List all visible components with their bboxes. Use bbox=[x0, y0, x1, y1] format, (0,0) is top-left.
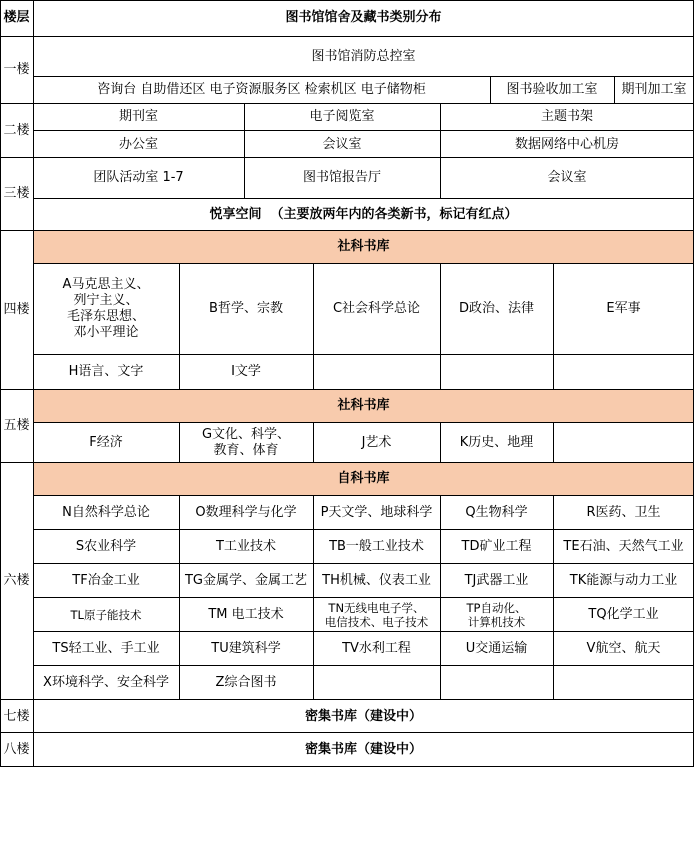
grid-line bbox=[440, 422, 441, 462]
book-category-cell: K历史、地理 bbox=[459, 434, 534, 450]
book-category-cell: V航空、航天 bbox=[586, 640, 661, 656]
book-category-cell: Z综合图书 bbox=[215, 675, 277, 690]
grid-line bbox=[0, 0, 694, 1]
grid-line bbox=[33, 631, 694, 632]
book-category-cell: G文化、科学、 教育、体育 bbox=[201, 426, 291, 458]
book-category-cell: TD矿业工程 bbox=[461, 538, 532, 554]
dense-stacks-floor7: 密集书库（建设中） bbox=[304, 708, 422, 724]
grid-line bbox=[313, 263, 314, 389]
floor-label-1: 一楼 bbox=[3, 62, 30, 77]
book-category-cell: J艺术 bbox=[361, 434, 392, 450]
book-category-cell: F经济 bbox=[89, 434, 123, 450]
grid-line bbox=[614, 76, 615, 103]
grid-line bbox=[33, 597, 694, 598]
book-category-cell: TV水利工程 bbox=[342, 640, 411, 656]
book-category-cell: X环境科学、安全科学 bbox=[43, 675, 169, 690]
book-category-cell: S农业科学 bbox=[75, 538, 137, 554]
book-category-cell: C社会科学总论 bbox=[332, 301, 421, 316]
grid-line bbox=[553, 263, 554, 389]
book-category-cell: I文学 bbox=[231, 364, 261, 379]
room-cell: 电子阅览室 bbox=[309, 109, 375, 124]
floor-label-5: 五楼 bbox=[3, 418, 30, 433]
book-category-cell: H语言、文字 bbox=[68, 364, 144, 379]
floor-label-6: 六楼 bbox=[3, 573, 30, 588]
grid-line bbox=[440, 495, 441, 699]
floor-label-7: 七楼 bbox=[3, 708, 30, 724]
dense-stacks-floor8: 密集书库（建设中） bbox=[304, 741, 422, 757]
social-science-stacks-band: 社科书库 bbox=[33, 231, 694, 263]
floor-label-8: 八楼 bbox=[3, 741, 30, 757]
grid-line bbox=[490, 76, 491, 103]
grid-line bbox=[0, 766, 694, 767]
room-cell: 期刊室 bbox=[118, 109, 158, 124]
grid-line bbox=[0, 0, 1, 766]
book-category-cell: U交通运输 bbox=[465, 640, 528, 656]
grid-line bbox=[33, 0, 34, 766]
grid-line bbox=[0, 389, 694, 390]
grid-line bbox=[179, 263, 180, 389]
book-category-cell: TN无线电电子学、 电信技术、电子技术 bbox=[324, 600, 429, 629]
book-category-cell: TH机械、仪表工业 bbox=[322, 572, 431, 588]
book-category-cell: TK能源与动力工业 bbox=[569, 572, 678, 588]
room-cell: 主题书架 bbox=[540, 109, 593, 124]
room-cell: 会议室 bbox=[322, 136, 362, 152]
book-category-cell: A马克思主义、 列宁主义、 毛泽东思想、 邓小平理论 bbox=[62, 277, 150, 340]
grid-line bbox=[0, 157, 694, 158]
book-category-cell: TU建筑科学 bbox=[211, 640, 281, 656]
book-category-cell: N自然科学总论 bbox=[62, 504, 150, 520]
book-category-cell: TM 电工技术 bbox=[208, 606, 284, 622]
book-category-cell: O数理科学与化学 bbox=[195, 504, 297, 520]
grid-line bbox=[179, 422, 180, 462]
grid-line bbox=[440, 263, 441, 389]
acceptance-room: 图书验收加工室 bbox=[506, 82, 598, 97]
grid-line bbox=[0, 699, 694, 700]
book-category-cell: TL原子能技术 bbox=[70, 607, 142, 622]
grid-line bbox=[0, 103, 694, 104]
grid-line bbox=[33, 263, 694, 264]
grid-line bbox=[313, 422, 314, 462]
grid-line bbox=[313, 495, 314, 699]
book-category-cell: TG金属学、金属工艺 bbox=[184, 572, 307, 588]
grid-line bbox=[0, 36, 694, 37]
book-category-cell: TJ武器工业 bbox=[464, 572, 529, 588]
book-category-cell: TB一般工业技术 bbox=[329, 538, 424, 554]
room-cell: 会议室 bbox=[547, 170, 587, 185]
grid-line bbox=[553, 495, 554, 699]
grid-line bbox=[33, 563, 694, 564]
room-cell: 办公室 bbox=[118, 136, 158, 152]
grid-line bbox=[33, 76, 694, 77]
book-category-cell: P天文学、地球科学 bbox=[320, 504, 433, 520]
grid-line bbox=[0, 230, 694, 231]
grid-line bbox=[0, 732, 694, 733]
natural-science-stacks-band: 自科书库 bbox=[33, 463, 694, 495]
grid-line bbox=[33, 665, 694, 666]
floor-label-2: 二楼 bbox=[3, 123, 30, 138]
book-category-cell: T工业技术 bbox=[216, 538, 276, 554]
yuexiang-space: 悦享空间 （主要放两年内的各类新书，标记有红点） bbox=[209, 206, 518, 222]
grid-line bbox=[179, 495, 180, 699]
book-category-cell: TS轻工业、手工业 bbox=[52, 640, 160, 656]
room-cell: 图书馆报告厅 bbox=[302, 170, 381, 185]
grid-line bbox=[33, 198, 694, 199]
periodical-processing-room: 期刊加工室 bbox=[621, 82, 687, 97]
floor-label-3: 三楼 bbox=[3, 186, 30, 201]
grid-line bbox=[33, 495, 694, 496]
social-science-stacks-band: 社科书库 bbox=[33, 390, 694, 422]
grid-line bbox=[33, 354, 694, 355]
book-category-cell: TE石油、天然气工业 bbox=[563, 538, 684, 554]
book-category-cell: Q生物科学 bbox=[465, 504, 528, 520]
book-category-cell: TQ化学工业 bbox=[588, 606, 659, 622]
grid-line bbox=[33, 422, 694, 423]
book-category-cell: R医药、卫生 bbox=[586, 504, 661, 520]
book-category-cell: E军事 bbox=[606, 301, 641, 316]
room-cell: 数据网络中心机房 bbox=[514, 136, 619, 152]
grid-line bbox=[33, 130, 694, 131]
grid-line bbox=[553, 422, 554, 462]
floor-label-4: 四楼 bbox=[3, 302, 30, 317]
fire-control-room: 图书馆消防总控室 bbox=[311, 48, 416, 64]
book-category-cell: D政治、法律 bbox=[458, 301, 534, 316]
book-category-cell: B哲学、宗教 bbox=[209, 301, 283, 316]
grid-line bbox=[33, 529, 694, 530]
grid-line bbox=[0, 462, 694, 463]
grid-line bbox=[244, 103, 245, 198]
book-category-cell: TP自动化、 计算机技术 bbox=[466, 600, 527, 629]
service-area: 咨询台 自助借还区 电子资源服务区 检索机区 电子储物柜 bbox=[97, 82, 426, 97]
table-title: 图书馆馆舍及藏书类别分布 bbox=[285, 10, 442, 25]
floor-column-header: 楼层 bbox=[3, 10, 30, 25]
room-cell: 团队活动室 1-7 bbox=[93, 170, 184, 185]
book-category-cell: TF冶金工业 bbox=[72, 572, 140, 588]
grid-line bbox=[440, 103, 441, 198]
